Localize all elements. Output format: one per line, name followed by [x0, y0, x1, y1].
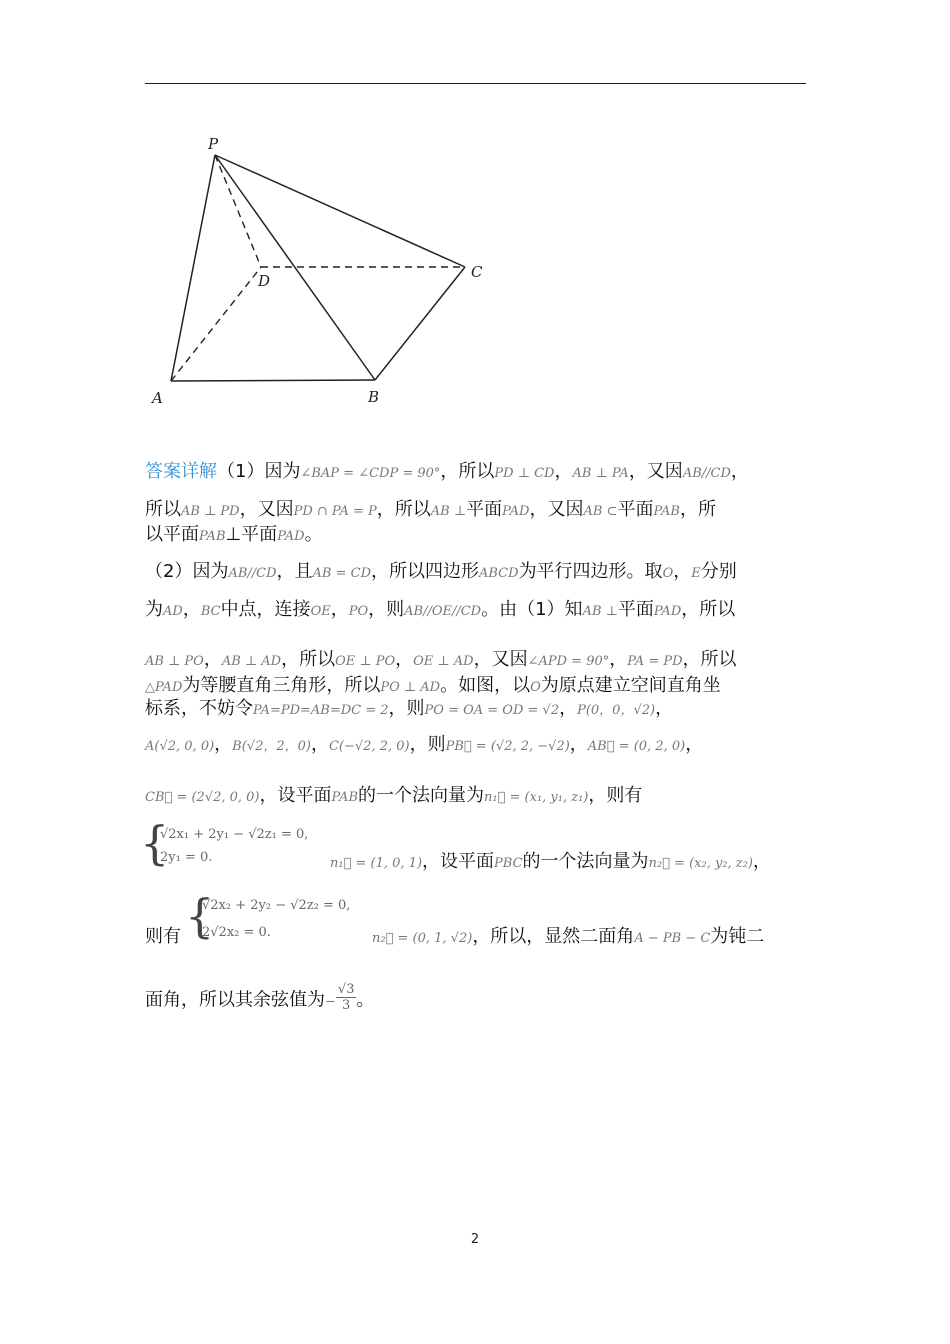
- answer-line-12b: n₂⃗ = (0, 1, √2)，所以，显然二面角A − PB − C为钝二: [372, 926, 765, 947]
- answer-line-2: 所以AB ⊥ PD，又因PD ∩ PA = P，所以AB ⊥平面PAD，又因AB ⊂平面PAB，所: [145, 499, 716, 520]
- system-1-eq2: 2y₁ = 0.: [160, 850, 213, 865]
- fraction-sqrt3-over-3: $\frac{√3}{3}$: [337, 982, 355, 1013]
- system-1-brace: {: [140, 816, 170, 870]
- pyramid-figure: [140, 125, 500, 415]
- answer-line-7: △PAD为等腰直角三角形，所以PO ⊥ AD。如图，以O为原点建立空间直角坐: [145, 675, 721, 696]
- system-2-eq2: 2√2x₂ = 0.: [202, 925, 271, 940]
- header-rule: [145, 83, 806, 84]
- answer-line-5: 为AD，BC中点，连接OE，PO，则AB//OE//CD。由（1）知AB ⊥平面PAD，所以: [145, 599, 736, 620]
- answer-line-12a: 则有: [145, 926, 181, 947]
- system-2-brace: {: [185, 889, 215, 943]
- answer-line-4: （2）因为AB//CD，且AB = CD，所以四边形ABCD为平行四边形。取O，E分别: [145, 561, 737, 582]
- answer-line-9: A(√2, 0, 0)，B(√2，2，0)，C(−√2, 2, 0)，则PB⃗ = (√2, 2, −√2)，AB⃗ = (0, 2, 0)，: [145, 734, 704, 755]
- answer-line-8: 标系，不妨令PA=PD=AB=DC = 2，则PO = OA = OD = √2，P(0，0，√2)，: [145, 698, 674, 719]
- vertex-label-D: D: [258, 272, 271, 290]
- answer-line-13: 面角，所以其余弦值为− $\frac{√3}{3}$ 。: [145, 982, 375, 1013]
- edge-AD: [171, 267, 261, 381]
- answer-line-3: 以平面PAB⊥平面PAD。: [145, 524, 323, 545]
- system-1-eq1: √2x₁ + 2y₁ − √2z₁ = 0,: [160, 827, 309, 842]
- pyramid-diagram: [140, 125, 500, 415]
- answer-tag: 答案详解: [145, 461, 217, 482]
- answer-line-1: 答案详解（1）因为∠BAP = ∠CDP = 90°，所以PD ⊥ CD，AB ⊥ PA，又因AB//CD，: [145, 461, 749, 482]
- vertex-label-B: B: [368, 388, 380, 406]
- edge-BC: [375, 267, 465, 380]
- system-2-eq1: √2x₂ + 2y₂ − √2z₂ = 0,: [202, 898, 351, 913]
- answer-line-10: CB⃗ = (2√2, 0, 0)，设平面PAB的一个法向量为n₁⃗ = (x₁, y₁, z₁)，则有: [145, 785, 643, 806]
- edge-PA: [171, 155, 215, 381]
- page-number: 2: [470, 1232, 480, 1247]
- edge-AB: [171, 380, 375, 381]
- vertex-label-C: C: [471, 263, 483, 281]
- edge-PC: [215, 155, 465, 267]
- vertex-label-P: P: [208, 135, 219, 153]
- answer-line-11: n₁⃗ = (1, 0, 1)，设平面PBC的一个法向量为n₂⃗ = (x₂, y₂, z₂)，: [330, 851, 771, 872]
- answer-line-6: AB ⊥ PO，AB ⊥ AD，所以OE ⊥ PO，OE ⊥ AD，又因∠APD = 90°，PA = PD，所以: [145, 649, 737, 670]
- vertex-label-A: A: [152, 389, 163, 407]
